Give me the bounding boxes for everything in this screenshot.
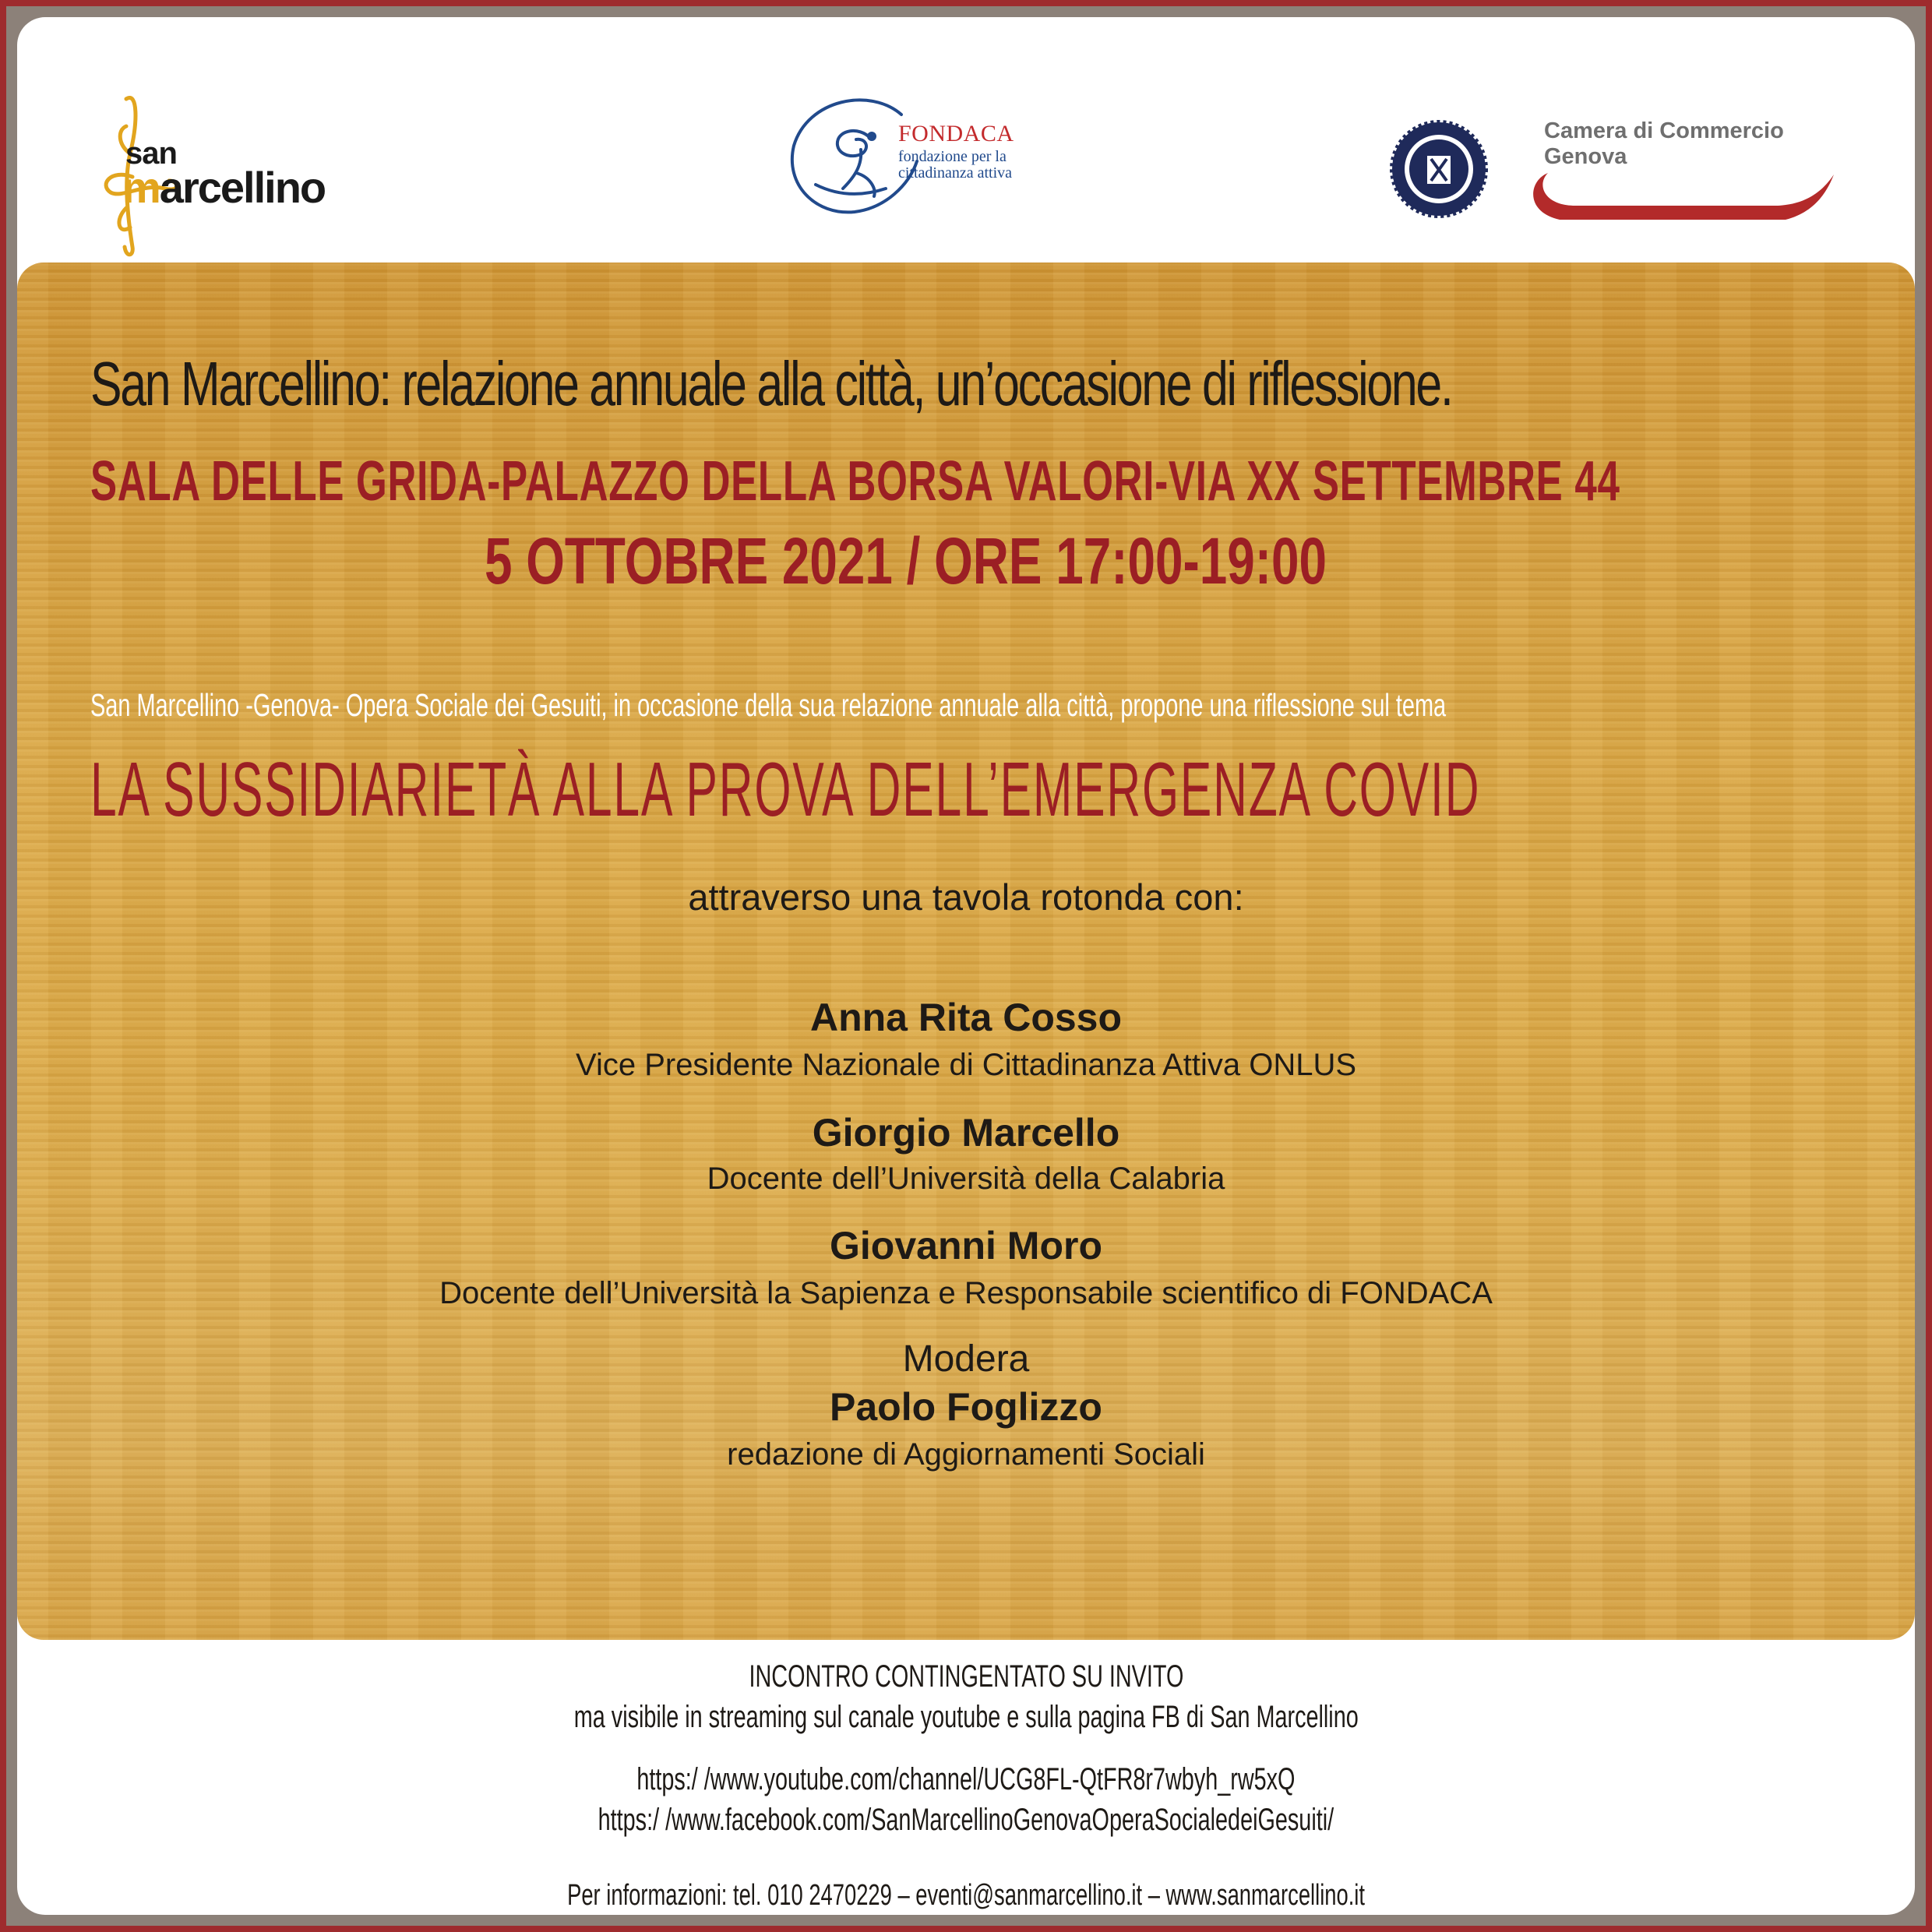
speaker-role: Vice Presidente Nazionale di Cittadinanza Attiva ONLUS — [575, 1048, 1357, 1082]
invite-notice: INCONTRO CONTINGENTATO SU INVITO — [749, 1659, 1183, 1694]
streaming-note: ma visibile in streaming sul canale youtube e sulla pagina FB di San Marcellino — [573, 1700, 1359, 1734]
san-marcellino-big-text: marcellino — [122, 163, 326, 212]
event-headline: San Marcellino: relazione annuale alla città, un’occasione di riflessione. — [90, 349, 1452, 418]
speaker-name: Giorgio Marcello — [812, 1111, 1120, 1155]
moderator-name: Paolo Foglizzo — [830, 1385, 1102, 1429]
flyer-card — [17, 17, 1915, 1915]
event-intro: San Marcellino -Genova- Opera Sociale dei Gesuiti, in occasione della sua relazione annuale alla città, propone una riflessione sul tema — [90, 687, 1447, 723]
moderator-role: redazione di Aggiornamenti Sociali — [727, 1437, 1205, 1472]
event-venue: SALA DELLE GRIDA-PALAZZO DELLA BORSA VALORI-VIA XX SETTEMBRE 44 — [90, 450, 1620, 513]
speaker-role: Docente dell’Università la Sapienza e Responsabile scientifico di FONDACA — [439, 1276, 1493, 1310]
youtube-link[interactable]: https:/ /www.youtube.com/channel/UCG8FL-QtFR8r7wbyh_rw5xQ — [636, 1762, 1296, 1796]
fondaca-title: FONDACA — [898, 121, 1014, 146]
moderator-label: Modera — [902, 1338, 1030, 1380]
event-panel — [17, 263, 1915, 1640]
fondaca-logo — [784, 91, 1096, 231]
camera-commercio-name: Camera di Commercio Genova — [1544, 118, 1784, 169]
san-marcellino-wordmark — [122, 138, 325, 210]
san-marcellino-small-text: san — [125, 136, 177, 171]
fondaca-subtitle: fondazione per la cittadinanza attiva — [898, 148, 1013, 182]
contact-info: Per informazioni: tel. 010 2470229 – eventi@sanmarcellino.it – www.sanmarcellino.it — [567, 1879, 1365, 1912]
speaker-name: Giovanni Moro — [830, 1224, 1102, 1267]
round-table-intro: attraverso una tavola rotonda con: — [688, 876, 1244, 918]
speaker-role: Docente dell’Università della Calabria — [707, 1162, 1225, 1196]
speaker-name: Anna Rita Cosso — [809, 996, 1123, 1039]
camera-commercio-logo — [1388, 111, 1856, 235]
event-theme: LA SUSSIDIARIETÀ ALLA PROVA DELL’EMERGENZA COVID — [90, 746, 1481, 832]
san-marcellino-logo — [95, 91, 407, 263]
camera-seal-icon — [1388, 118, 1490, 220]
camera-swoosh-icon — [1513, 165, 1840, 235]
event-date: 5 OTTOBRE 2021 / ORE 17:00-19:00 — [485, 524, 1327, 598]
facebook-link[interactable]: https:/ /www.facebook.com/SanMarcellinoGenovaOperaSocialedeiGesuiti/ — [598, 1803, 1334, 1837]
